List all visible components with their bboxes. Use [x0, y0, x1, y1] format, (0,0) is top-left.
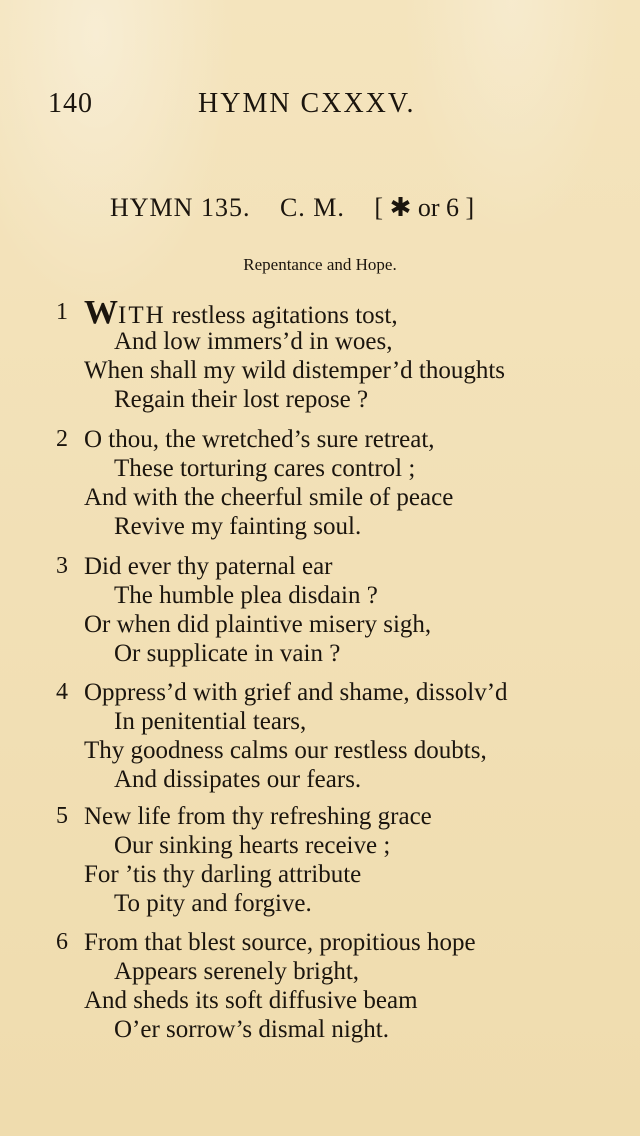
line-text: When shall my wild distemper’d thoughts	[84, 357, 506, 384]
stanza-line	[56, 639, 616, 668]
stanza-line	[56, 928, 616, 957]
stanza-number: 3	[56, 553, 68, 579]
stanza-2	[56, 425, 616, 541]
stanza-line	[56, 736, 616, 765]
stanza-6	[56, 928, 616, 1044]
stanza-line	[56, 957, 616, 986]
stanza-number: 5	[56, 803, 68, 829]
line-text: In penitential tears,	[114, 708, 307, 735]
line-text: And dissipates our fears.	[114, 766, 362, 793]
stanza-line	[56, 610, 616, 639]
stanza-line	[56, 425, 616, 454]
stanza-line	[56, 831, 616, 860]
line-text: Oppress’d with grief and shame, dissolv’d	[84, 679, 508, 706]
stanza-4	[56, 678, 616, 794]
line-text: Appears serenely bright,	[114, 958, 360, 985]
line-text: From that blest source, propitious hope	[84, 929, 476, 956]
hymn-subtitle: Repentance and Hope.	[243, 255, 397, 274]
stanza-line	[56, 986, 616, 1015]
line-text: And low immers’d in woes,	[114, 328, 393, 355]
line-text: O’er sorrow’s dismal night.	[114, 1016, 389, 1043]
stanza-line	[56, 802, 616, 831]
line-text: O thou, the wretched’s sure retreat,	[84, 426, 435, 453]
stanza-line	[56, 678, 616, 707]
stanza-3	[56, 552, 616, 668]
stanza-1	[56, 294, 616, 414]
stanza-number: 6	[56, 929, 68, 955]
line-text: And with the cheerful smile of peace	[84, 484, 454, 511]
first-word-rest: ITH	[118, 302, 166, 329]
line-text: New life from thy refreshing grace	[84, 803, 432, 830]
line-text: For ’tis thy darling attribute	[84, 861, 362, 888]
line-text: And sheds its soft diffusive beam	[84, 987, 418, 1014]
stanza-line	[56, 385, 616, 414]
stanza-line	[56, 765, 616, 794]
stanza-5	[56, 802, 616, 918]
line-text: Regain their lost repose ?	[114, 386, 369, 413]
line-text: Thy goodness calms our restless doubts,	[84, 737, 487, 764]
running-title: HYMN CXXXV.	[198, 88, 416, 119]
stanza-line	[56, 294, 616, 331]
stanza-line	[56, 483, 616, 512]
stanza-line	[56, 356, 616, 385]
stanza-line	[56, 707, 616, 736]
line-text: Revive my fainting soul.	[114, 513, 362, 540]
hymn-header	[110, 193, 550, 223]
stanza-line	[56, 512, 616, 541]
stanza-line	[56, 889, 616, 918]
line-text: Our sinking hearts receive ;	[114, 832, 391, 859]
stanza-number: 2	[56, 426, 68, 452]
stanza-line	[56, 327, 616, 356]
stanza-line	[56, 552, 616, 581]
tune-note: [ ✱ or 6 ]	[374, 193, 475, 222]
line-text: Did ever thy paternal ear	[84, 553, 333, 580]
stanza-line	[56, 454, 616, 483]
stanza-line	[56, 581, 616, 610]
line-text: The humble plea disdain ?	[114, 582, 378, 609]
line-text: Or supplicate in vain ?	[114, 640, 341, 667]
hymn-number: HYMN 135.	[110, 193, 251, 222]
stanza-number: 1	[56, 299, 68, 325]
drop-cap: W	[84, 294, 118, 331]
line-text: To pity and forgive.	[114, 890, 312, 917]
stanza-line	[56, 1015, 616, 1044]
hymn-meter: C. M.	[279, 193, 345, 222]
line-text: Or when did plaintive misery sigh,	[84, 611, 432, 638]
line-text: These torturing cares control ;	[114, 455, 416, 482]
stanza-line	[56, 860, 616, 889]
line-text: restless agitations tost,	[165, 302, 398, 329]
running-head	[48, 88, 608, 124]
stanza-number: 4	[56, 679, 68, 705]
page-number: 140	[48, 88, 93, 119]
